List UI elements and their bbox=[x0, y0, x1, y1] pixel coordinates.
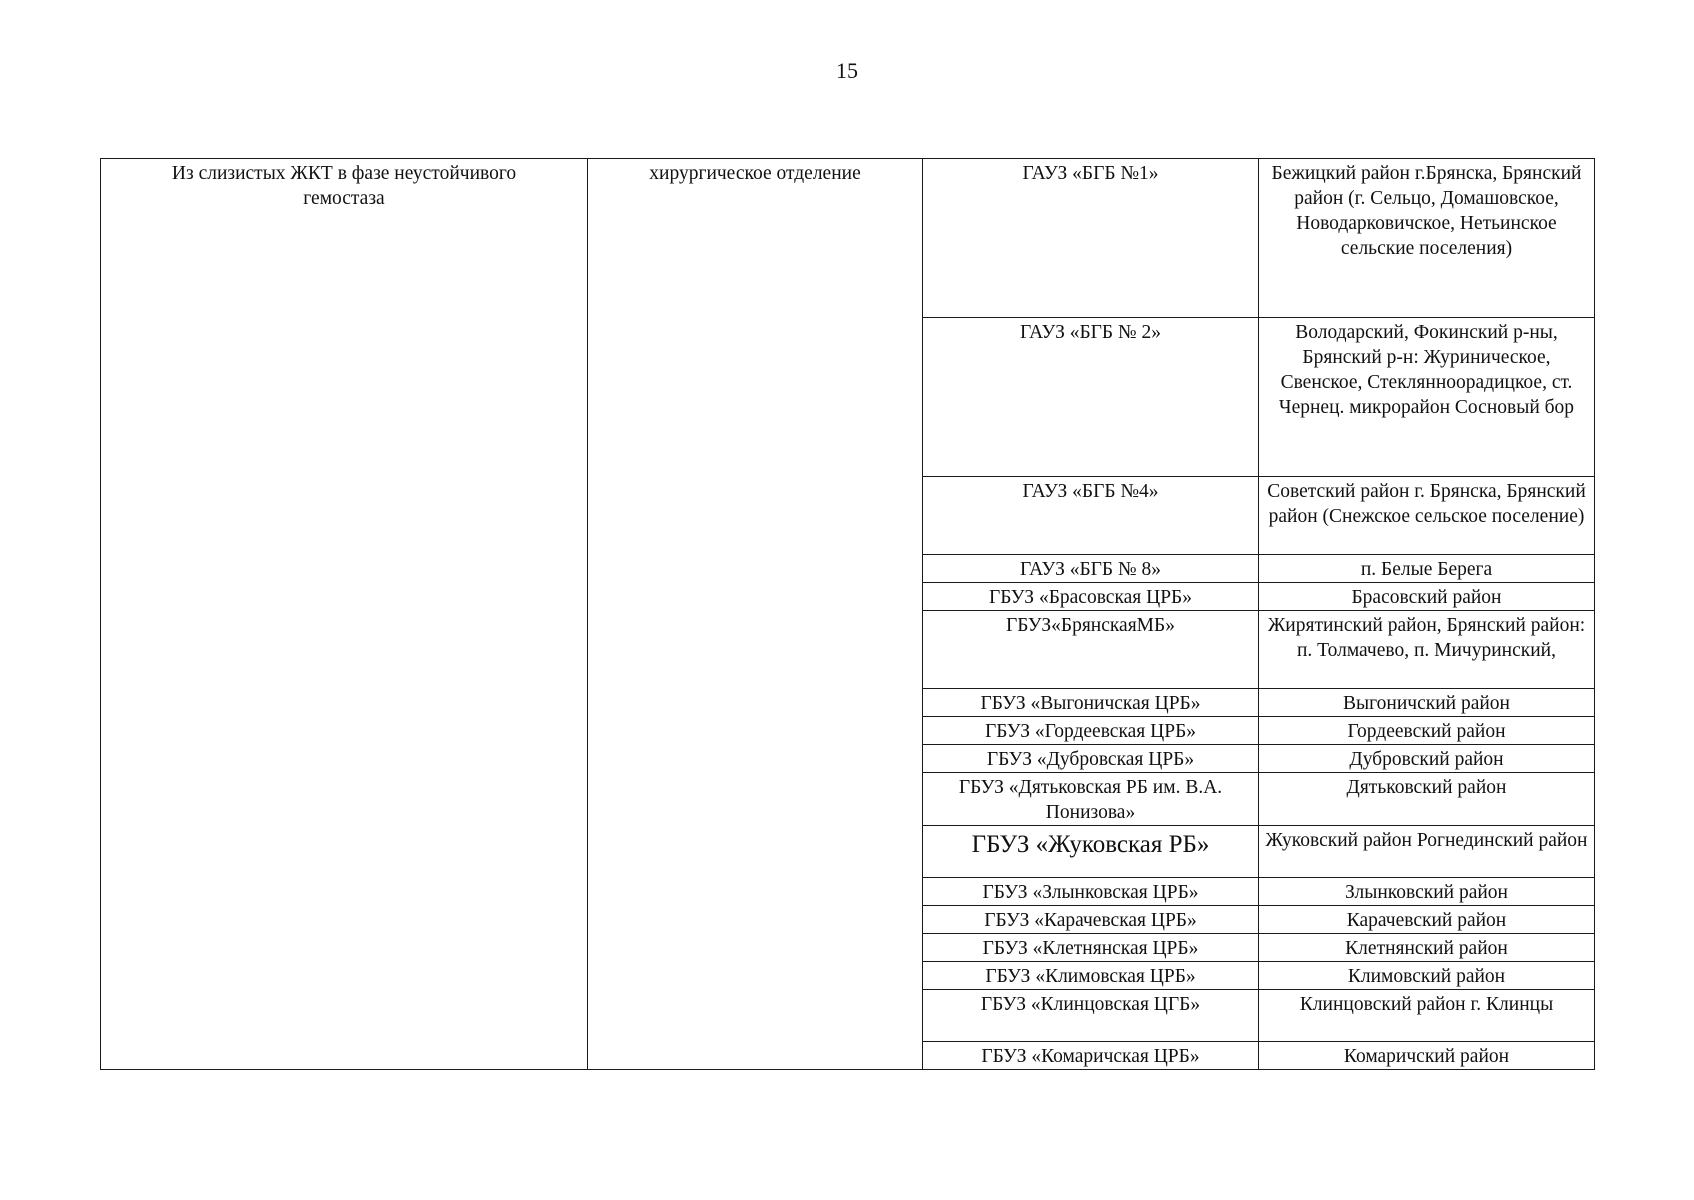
facility-table bbox=[100, 158, 1595, 1070]
area-cell: Комаричский район bbox=[1259, 1042, 1595, 1070]
institution-cell: ГБУЗ «Дятьковская РБ им. В.А. Понизова» bbox=[923, 773, 1259, 826]
institution-cell: ГБУЗ «Гордеевская ЦРБ» bbox=[923, 717, 1259, 745]
area-cell: Климовский район bbox=[1259, 962, 1595, 990]
institution-cell: ГБУЗ «Дубровская ЦРБ» bbox=[923, 745, 1259, 773]
area-cell: Карачевский район bbox=[1259, 906, 1595, 934]
area-cell: Дубровский район bbox=[1259, 745, 1595, 773]
area-cell: Володарский, Фокинский р-ны, Брянский р-н: Журиническое, Свенское, Стеклянноорадицкое, ст. Чернец. микрорайон Сосновый бор bbox=[1259, 318, 1595, 477]
area-cell: Выгоничский район bbox=[1259, 689, 1595, 717]
area-cell: Злынковский район bbox=[1259, 878, 1595, 906]
condition-cell: Из слизистых ЖКТ в фазе неустойчивого гемостаза bbox=[101, 159, 588, 1070]
institution-cell: ГБУЗ «Комаричская ЦРБ» bbox=[923, 1042, 1259, 1070]
institution-cell: ГАУЗ «БГБ № 2» bbox=[923, 318, 1259, 477]
institution-cell: ГБУЗ «Выгоничская ЦРБ» bbox=[923, 689, 1259, 717]
area-cell: Дятьковский район bbox=[1259, 773, 1595, 826]
institution-cell: ГАУЗ «БГБ № 8» bbox=[923, 555, 1259, 583]
area-cell: Жуковский район Рогнединский район bbox=[1259, 826, 1595, 878]
institution-cell: ГБУЗ«БрянскаяМБ» bbox=[923, 611, 1259, 689]
institution-cell: ГБУЗ «Клетнянская ЦРБ» bbox=[923, 934, 1259, 962]
area-cell: Клинцовский район г. Клинцы bbox=[1259, 990, 1595, 1042]
institution-cell: ГБУЗ «Жуковская РБ» bbox=[923, 826, 1259, 878]
area-cell: Клетнянский район bbox=[1259, 934, 1595, 962]
table-row bbox=[101, 159, 1595, 318]
institution-cell: ГБУЗ «Брасовская ЦРБ» bbox=[923, 583, 1259, 611]
department-cell: хирургическое отделение bbox=[588, 159, 923, 1070]
institution-cell: ГБУЗ «Клинцовская ЦГБ» bbox=[923, 990, 1259, 1042]
area-cell: Бежицкий район г.Брянска, Брянский район (г. Сельцо, Домашовское, Новодарковичское, Нетьинское сельские поселения) bbox=[1259, 159, 1595, 318]
institution-cell: ГБУЗ «Климовская ЦРБ» bbox=[923, 962, 1259, 990]
area-cell: Брасовский район bbox=[1259, 583, 1595, 611]
institution-cell: ГБУЗ «Карачевская ЦРБ» bbox=[923, 906, 1259, 934]
area-cell: Жирятинский район, Брянский район: п. Толмачево, п. Мичуринский, bbox=[1259, 611, 1595, 689]
institution-cell: ГАУЗ «БГБ №1» bbox=[923, 159, 1259, 318]
institution-cell: ГАУЗ «БГБ №4» bbox=[923, 477, 1259, 555]
area-cell: п. Белые Берега bbox=[1259, 555, 1595, 583]
institution-cell: ГБУЗ «Злынковская ЦРБ» bbox=[923, 878, 1259, 906]
page-number: 15 bbox=[836, 58, 858, 83]
area-cell: Гордеевский район bbox=[1259, 717, 1595, 745]
area-cell: Советский район г. Брянска, Брянский район (Снежское сельское поселение) bbox=[1259, 477, 1595, 555]
